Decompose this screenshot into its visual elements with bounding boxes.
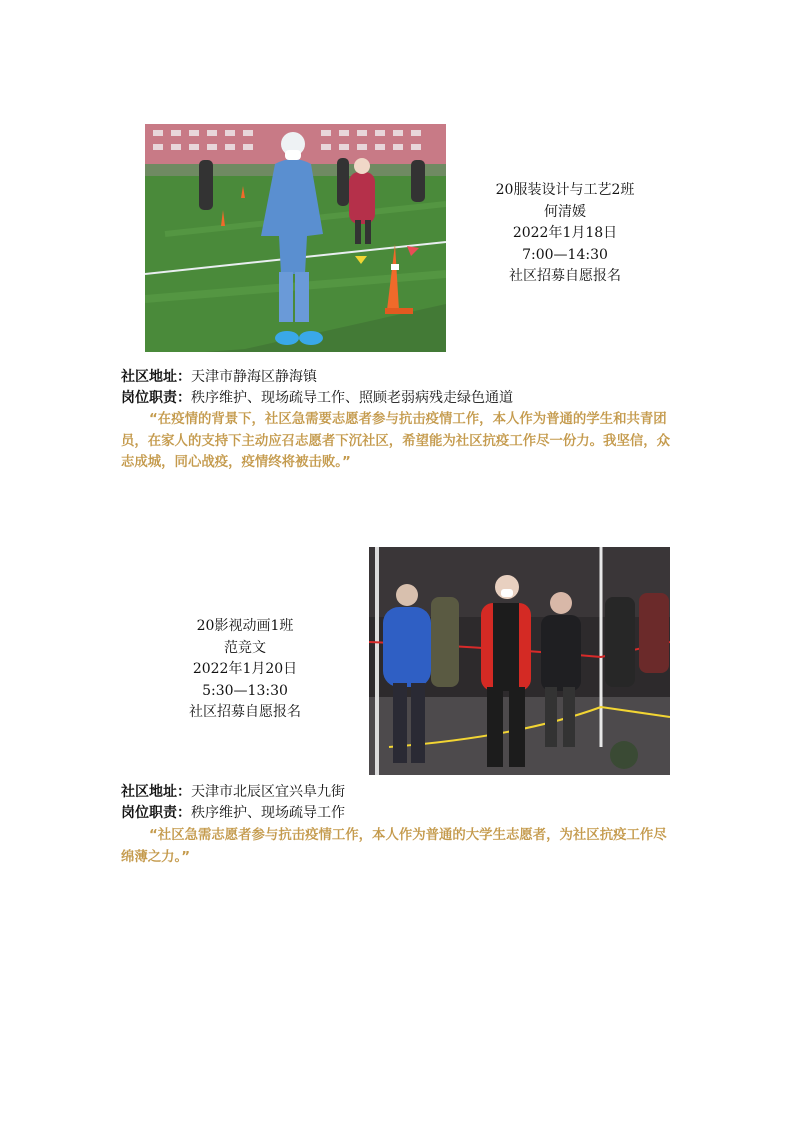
person-name: 范竞文 xyxy=(224,639,266,656)
service-time: 5:30—13:30 xyxy=(202,682,288,699)
address-label: 社区地址： xyxy=(121,784,191,800)
address-line-2 xyxy=(121,782,345,803)
class-name: 20服装设计与工艺2班 xyxy=(495,182,635,198)
duty-label: 岗位职责： xyxy=(121,390,191,406)
photo-volunteers-testing-site xyxy=(369,547,670,775)
volunteer-quote-1: “在疫情的背景下，社区急需要志愿者参与抗击疫情工作，本人作为普通的学生和共青团员，在家人的支持下主动应召志愿者下沉社区，希望能为社区抗疫工作尽一份力。我坚信，众志成城，同心战疫，疫情终将被击败。” xyxy=(121,412,671,470)
service-date: 2022年1月20日 xyxy=(192,661,298,677)
duty-line-2 xyxy=(121,803,345,824)
duty-value: 秩序维护、现场疏导工作 xyxy=(191,805,345,821)
service-time: 7:00—14:30 xyxy=(522,246,608,263)
recruit-type: 社区招募自愿报名 xyxy=(509,268,621,284)
duty-line-1 xyxy=(121,388,513,409)
duty-value: 秩序维护、现场疏导工作、照顾老弱病残走绿色通道 xyxy=(191,390,513,406)
class-name: 20影视动画1班 xyxy=(196,618,294,634)
volunteer-quote-2: “社区急需志愿者参与抗击疫情工作，本人作为普通的大学生志愿者，为社区抗疫工作尽绵薄之力。” xyxy=(121,828,667,865)
caption-entry-1 xyxy=(470,180,660,288)
address-label: 社区地址： xyxy=(121,369,191,385)
photo-volunteer-protective-suit xyxy=(145,124,446,352)
service-date: 2022年1月18日 xyxy=(512,225,618,241)
recruit-type: 社区招募自愿报名 xyxy=(189,704,301,720)
address-line-1 xyxy=(121,367,317,388)
address-value: 天津市北辰区宜兴阜九街 xyxy=(191,784,345,800)
duty-label: 岗位职责： xyxy=(121,805,191,821)
caption-entry-2 xyxy=(150,616,340,724)
person-name: 何清媛 xyxy=(544,203,586,220)
address-value: 天津市静海区静海镇 xyxy=(191,369,317,385)
